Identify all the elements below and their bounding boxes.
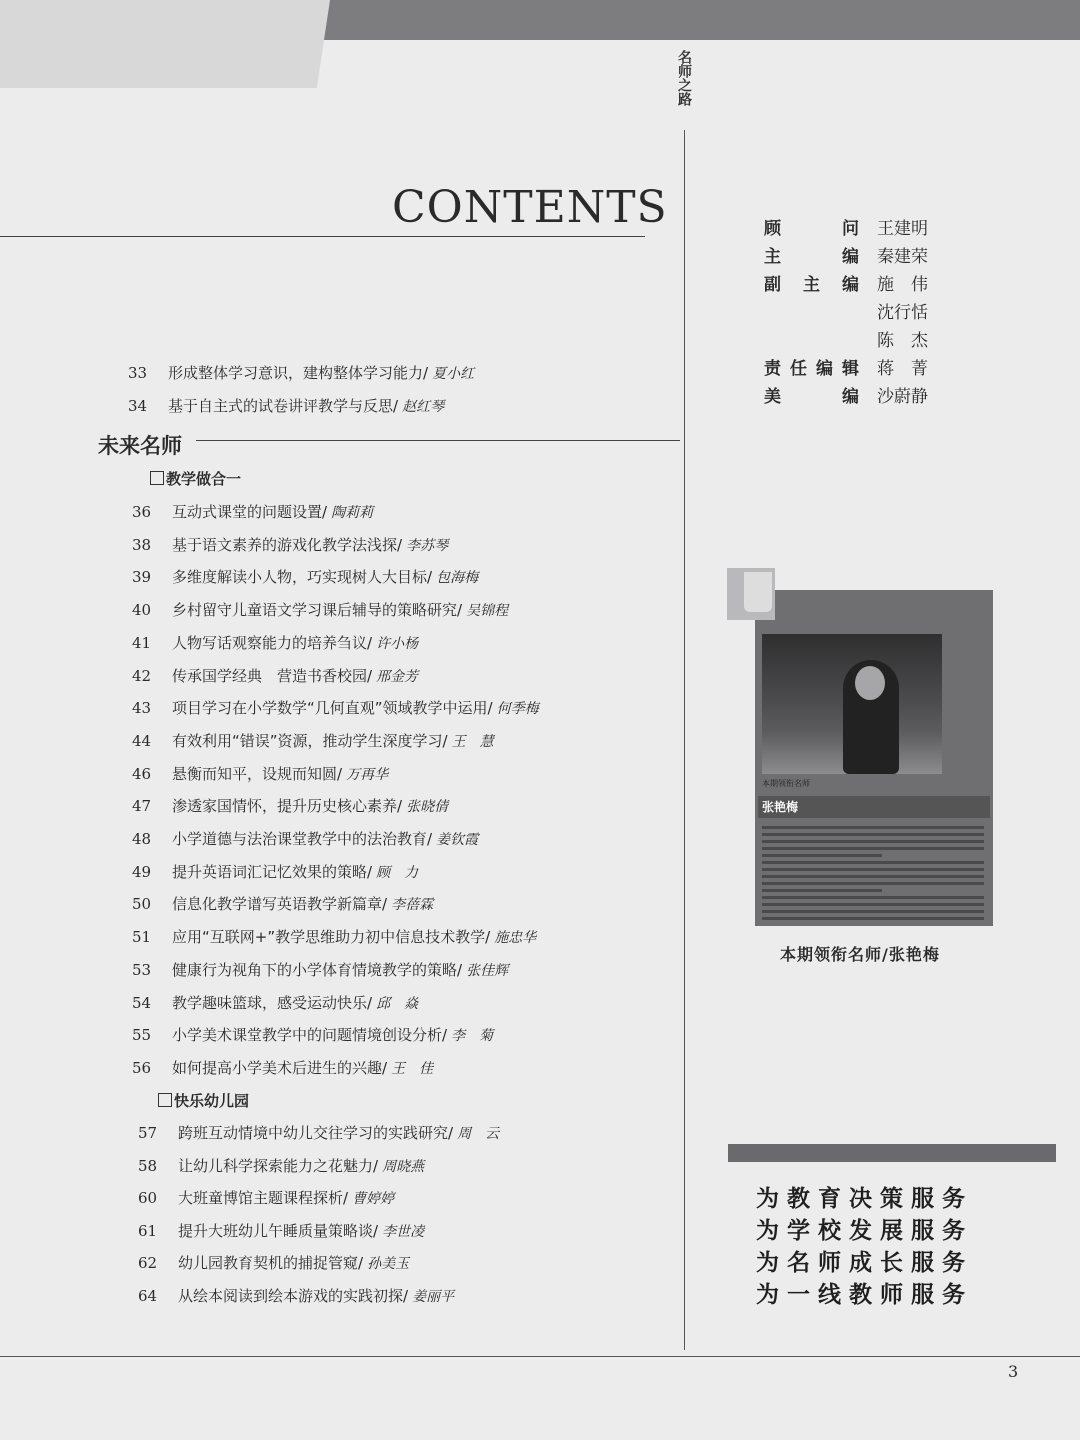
- photo-text-line: [762, 903, 984, 906]
- toc-page-number: 46: [132, 764, 152, 783]
- toc-author: 邢金芳: [376, 668, 419, 685]
- toc-title: 幼儿园教育契机的捕捉管窥/ 孙美玉: [178, 1254, 410, 1273]
- toc-author: 包海梅: [436, 570, 479, 587]
- staff-name: 沙蔚静: [877, 387, 928, 407]
- toc-title: 提升大班幼儿午睡质量策略谈/ 李世凌: [178, 1221, 425, 1240]
- toc-author: 周晓燕: [382, 1158, 425, 1175]
- toc-page-number: 51: [132, 928, 152, 947]
- toc-page-number: 57: [138, 1124, 158, 1142]
- staff-name: 陈 杰: [877, 331, 928, 351]
- bottom-rule: [0, 1356, 1080, 1357]
- photo-text-line: [762, 917, 984, 920]
- toc-page-number: 50: [132, 895, 152, 914]
- toc-title: 项目学习在小学数学“几何直观”领域教学中运用/ 何季梅: [172, 699, 539, 718]
- toc-title: 信息化教学谱写英语教学新篇章/ 李蓓霖: [172, 895, 434, 914]
- toc-author: 张佳辉: [466, 962, 509, 979]
- photo-text-line: [762, 896, 984, 899]
- toc-author: 王 佳: [391, 1060, 434, 1077]
- toc-page-number: 56: [132, 1058, 152, 1077]
- toc-page-number: 61: [138, 1221, 158, 1240]
- toc-author: 万再华: [346, 766, 389, 783]
- toc-title: 人物写话观察能力的培养刍议/ 许小杨: [172, 633, 419, 652]
- toc-title: 多维度解读小人物，巧实现树人大目标/ 包海梅: [172, 568, 479, 587]
- toc-page-number: 60: [138, 1189, 158, 1208]
- section-heading: 未来名师: [98, 433, 182, 458]
- toc-title: 传承国学经典 营造书香校园/ 邢金芳: [172, 666, 419, 685]
- slogan-3: 为名师成长服务: [756, 1250, 973, 1276]
- toc-page-number: 33: [128, 364, 148, 382]
- toc-title: 如何提高小学美术后进生的兴趣/ 王 佳: [172, 1058, 434, 1077]
- toc-page-number: 44: [132, 731, 152, 750]
- toc-page-number: 54: [132, 993, 152, 1012]
- toc-page-number: 55: [132, 1026, 152, 1045]
- toc-author: 邱 焱: [376, 995, 419, 1012]
- toc-author: 姜钦霞: [436, 832, 479, 848]
- toc-author: 夏小红: [432, 366, 475, 382]
- toc-page-number: 48: [132, 830, 152, 848]
- staff-name: 王建明: [877, 219, 928, 239]
- toc-author: 何季梅: [496, 701, 539, 718]
- toc-page-number: 53: [132, 960, 152, 979]
- toc-page-number: 47: [132, 797, 152, 816]
- toc-author: 孙美玉: [367, 1256, 410, 1273]
- staff-role: 美 编: [764, 387, 859, 407]
- toc-title: 形成整体学习意识，建构整体学习能力/ 夏小红: [168, 364, 475, 382]
- toc-author: 周 云: [457, 1126, 500, 1142]
- toc-page-number: 40: [132, 601, 152, 620]
- toc-author: 许小杨: [376, 635, 419, 652]
- photo-text-line: [762, 847, 984, 850]
- page-corner-fold: [0, 0, 330, 88]
- photo-text-line: [762, 868, 984, 871]
- toc-author: 曹婷婷: [352, 1191, 395, 1208]
- photo-text-line: [762, 840, 984, 843]
- toc-author: 李世凌: [382, 1223, 425, 1240]
- slogan-1: 为教育决策服务: [756, 1186, 973, 1212]
- toc-title: 基于语文素养的游戏化教学法浅探/ 李苏琴: [172, 535, 449, 554]
- staff-name: 沈行恬: [877, 303, 928, 323]
- photo-text-line: [762, 882, 984, 885]
- staff-role: 责 任 编 辑: [764, 359, 859, 379]
- toc-title: 让幼儿科学探索能力之花魅力/ 周晓燕: [178, 1156, 425, 1175]
- toc-title: 应用“互联网+”教学思维助力初中信息技术教学/ 施忠华: [172, 928, 537, 947]
- toc-author: 王 慧: [451, 733, 494, 750]
- photo-text-line: [762, 861, 984, 864]
- photo-text-line: [762, 875, 984, 878]
- column-divider: [684, 130, 685, 1350]
- toc-page-number: 34: [128, 397, 148, 415]
- toc-title: 悬衡而知平，设规而知圆/ 万再华: [172, 764, 389, 783]
- title-rule: [0, 236, 645, 237]
- toc-page-number: 39: [132, 568, 152, 587]
- toc-title: 跨班互动情境中幼儿交往学习的实践研究/ 周 云: [178, 1124, 500, 1142]
- checkbox-square-icon: [150, 471, 164, 485]
- slogan-bar: [728, 1144, 1056, 1162]
- toc-title: 基于自主式的试卷讲评教学与反思/ 赵红琴: [168, 397, 445, 415]
- toc-author: 李蓓霖: [391, 897, 434, 914]
- photo-text-line: [762, 854, 882, 857]
- toc-title: 小学美术课堂教学中的问题情境创设分析/ 李 菊: [172, 1026, 494, 1045]
- toc-author: 吴锦程: [466, 603, 509, 620]
- staff-role: 副 主 编: [764, 275, 859, 295]
- toc-page-number: 36: [132, 503, 152, 521]
- bookmark-ribbon: [744, 572, 772, 612]
- staff-role: 顾 问: [764, 219, 859, 239]
- toc-title: 健康行为视角下的小学体育情境教学的策略/ 张佳辉: [172, 960, 509, 979]
- teacher-face: [855, 666, 885, 700]
- toc-author: 张晓倩: [406, 799, 449, 816]
- page-number: 3: [1008, 1362, 1019, 1381]
- toc-title: 渗透家国情怀，提升历史核心素养/ 张晓倩: [172, 797, 449, 816]
- photo-tag: 本期领衔名师: [762, 779, 810, 788]
- toc-page-number: 43: [132, 699, 152, 718]
- toc-page-number: 58: [138, 1156, 158, 1175]
- photo-text-line: [762, 833, 984, 836]
- column-label-2: 快乐幼儿园: [158, 1090, 249, 1111]
- toc-title: 小学道德与法治课堂教学中的法治教育/ 姜钦霞: [172, 830, 479, 848]
- photo-text-line: [762, 889, 882, 892]
- toc-title: 乡村留守儿童语文学习课后辅导的策略研究/ 吴锦程: [172, 601, 509, 620]
- toc-title: 教学趣味篮球，感受运动快乐/ 邱 焱: [172, 993, 419, 1012]
- photo-name: 张艳梅: [762, 800, 799, 814]
- slogan-2: 为学校发展服务: [756, 1218, 973, 1244]
- toc-title: 提升英语词汇记忆效果的策略/ 顾 力: [172, 862, 419, 881]
- toc-author: 陶莉莉: [331, 505, 374, 521]
- toc-author: 李 菊: [451, 1028, 494, 1045]
- staff-name: 施 伟: [877, 275, 928, 295]
- toc-author: 施忠华: [494, 930, 537, 947]
- section-rule: [196, 440, 680, 441]
- toc-page-number: 38: [132, 535, 152, 554]
- toc-page-number: 41: [132, 633, 152, 652]
- staff-role: 主 编: [764, 247, 859, 267]
- toc-author: 顾 力: [376, 864, 419, 881]
- checkbox-square-icon: [158, 1093, 172, 1107]
- toc-page-number: 49: [132, 862, 152, 881]
- staff-name: 蒋 菁: [877, 359, 928, 379]
- toc-page-number: 42: [132, 666, 152, 685]
- toc-author: 姜丽平: [412, 1289, 455, 1305]
- toc-title: 有效利用“错误”资源，推动学生深度学习/ 王 慧: [172, 731, 494, 750]
- feature-caption: 本期领衔名师/张艳梅: [780, 945, 940, 964]
- toc-author: 赵红琴: [402, 399, 445, 415]
- slogan-4: 为一线教师服务: [756, 1282, 973, 1308]
- toc-author: 李苏琴: [406, 537, 449, 554]
- toc-title: 互动式课堂的问题设置/ 陶莉莉: [172, 503, 374, 521]
- toc-title: 大班童博馆主题课程探析/ 曹婷婷: [178, 1189, 395, 1208]
- toc-title: 从绘本阅读到绘本游戏的实践初探/ 姜丽平: [178, 1287, 455, 1305]
- toc-page-number: 62: [138, 1254, 158, 1273]
- contents-title: CONTENTS: [392, 182, 668, 233]
- column-label-1: 教学做合一: [150, 468, 241, 489]
- photo-text-line: [762, 826, 984, 829]
- staff-name: 秦建荣: [877, 247, 928, 267]
- running-header: 名师之路: [676, 50, 692, 106]
- photo-text-line: [762, 910, 984, 913]
- toc-page-number: 64: [138, 1287, 158, 1305]
